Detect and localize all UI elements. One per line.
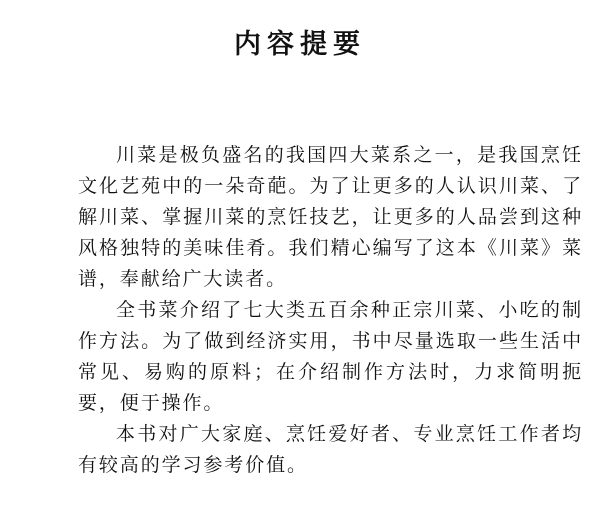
summary-paragraph-1: 川菜是极负盛名的我国四大菜系之一，是我国烹饪文化艺苑中的一朵奇葩。为了让更多的人认识川菜、了解川菜、掌握川菜的烹饪技艺，让更多的人品尝到这种风格独特的美味佳肴。我们精心编写了这本《川菜》菜谱，奉献给广大读者。 (78, 144, 583, 290)
summary-paragraph-3: 本书对广大家庭、烹饪爱好者、专业烹饪工作者均有较高的学习参考价值。 (78, 423, 583, 476)
page-title: 内容提要 (234, 29, 366, 60)
summary-body (78, 140, 583, 481)
summary-paragraph-2: 全书菜介绍了七大类五百余种正宗川菜、小吃的制作方法。为了做到经济实用，书中尽量选取一些生活中常见、易购的原料；在介绍制作方法时，力求简明扼要，便于操作。 (78, 299, 583, 414)
